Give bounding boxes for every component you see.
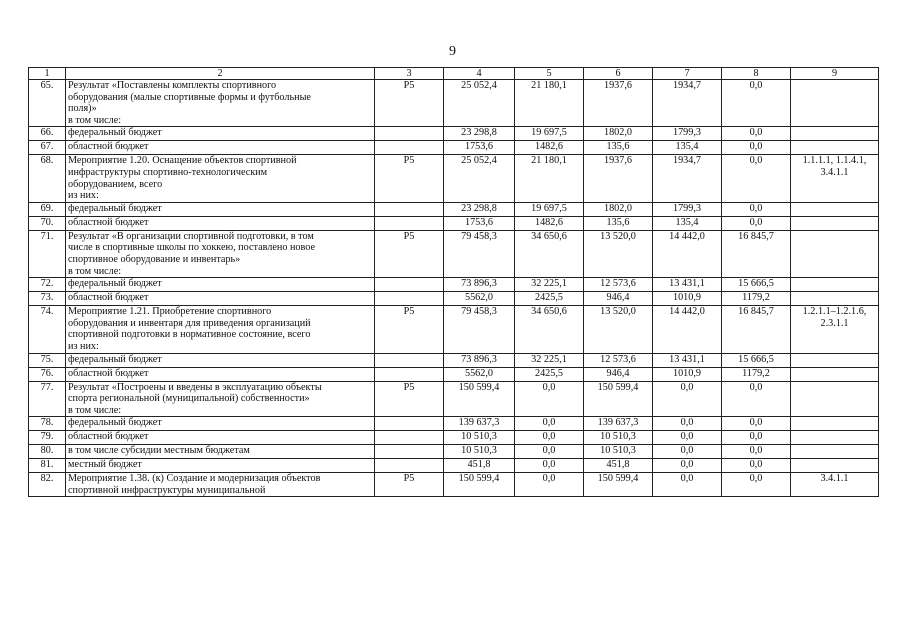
value-col-7: 1010,9 <box>653 292 722 306</box>
row-number: 71. <box>29 230 66 277</box>
row-reference <box>791 141 879 155</box>
row-reference <box>791 216 879 230</box>
value-col-4: 23 298,8 <box>444 202 515 216</box>
value-col-4: 150 599,4 <box>444 473 515 497</box>
value-col-5: 21 180,1 <box>515 80 584 127</box>
value-col-4: 5562,0 <box>444 292 515 306</box>
value-col-7: 0,0 <box>653 381 722 417</box>
table-row <box>29 216 879 230</box>
value-col-6: 1802,0 <box>584 202 653 216</box>
value-col-7: 135,4 <box>653 216 722 230</box>
row-reference <box>791 202 879 216</box>
value-col-4: 73 896,3 <box>444 353 515 367</box>
value-col-5: 19 697,5 <box>515 127 584 141</box>
value-col-7: 1010,9 <box>653 367 722 381</box>
row-description: Результат «Построены и введены в эксплуатацию объекты спорта региональной (муниципальной) собственности» в том числе: <box>66 381 375 417</box>
row-description: Результат «Поставлены комплекты спортивного оборудования (малые спортивные формы и футбольные поля)» в том числе: <box>66 80 375 127</box>
value-col-5: 0,0 <box>515 431 584 445</box>
value-col-8: 1179,2 <box>722 292 791 306</box>
row-description: федеральный бюджет <box>66 353 375 367</box>
value-col-5: 0,0 <box>515 417 584 431</box>
row-number: 76. <box>29 367 66 381</box>
value-col-5: 2425,5 <box>515 292 584 306</box>
value-col-4: 1753,6 <box>444 216 515 230</box>
table-row <box>29 202 879 216</box>
row-code <box>375 367 444 381</box>
value-col-7: 13 431,1 <box>653 278 722 292</box>
row-code <box>375 445 444 459</box>
row-code <box>375 127 444 141</box>
row-description: Мероприятие 1.20. Оснащение объектов спортивной инфраструктуры спортивно-технологическим оборудованием, всего из них: <box>66 155 375 202</box>
value-col-8: 0,0 <box>722 155 791 202</box>
value-col-6: 150 599,4 <box>584 381 653 417</box>
value-col-4: 23 298,8 <box>444 127 515 141</box>
row-number: 70. <box>29 216 66 230</box>
row-number: 65. <box>29 80 66 127</box>
value-col-6: 946,4 <box>584 367 653 381</box>
table-row <box>29 473 879 497</box>
value-col-4: 1753,6 <box>444 141 515 155</box>
value-col-5: 2425,5 <box>515 367 584 381</box>
value-col-4: 150 599,4 <box>444 381 515 417</box>
row-number: 82. <box>29 473 66 497</box>
value-col-4: 10 510,3 <box>444 445 515 459</box>
row-description: федеральный бюджет <box>66 127 375 141</box>
row-reference: 1.2.1.1–1.2.1.6, 2.3.1.1 <box>791 306 879 353</box>
table-body <box>29 80 879 497</box>
value-col-8: 0,0 <box>722 202 791 216</box>
value-col-4: 25 052,4 <box>444 155 515 202</box>
row-reference <box>791 127 879 141</box>
value-col-5: 1482,6 <box>515 141 584 155</box>
table-row <box>29 127 879 141</box>
row-code <box>375 216 444 230</box>
value-col-8: 15 666,5 <box>722 278 791 292</box>
row-number: 66. <box>29 127 66 141</box>
value-col-8: 0,0 <box>722 381 791 417</box>
row-description: федеральный бюджет <box>66 202 375 216</box>
table-row <box>29 155 879 202</box>
value-col-8: 0,0 <box>722 473 791 497</box>
page-number: 9 <box>449 44 456 59</box>
row-code: Р5 <box>375 80 444 127</box>
table-row <box>29 141 879 155</box>
table-row <box>29 417 879 431</box>
value-col-5: 21 180,1 <box>515 155 584 202</box>
row-number: 78. <box>29 417 66 431</box>
value-col-7: 0,0 <box>653 459 722 473</box>
header-row <box>29 68 879 80</box>
row-number: 67. <box>29 141 66 155</box>
row-description: областной бюджет <box>66 292 375 306</box>
row-code <box>375 292 444 306</box>
row-code <box>375 431 444 445</box>
value-col-6: 150 599,4 <box>584 473 653 497</box>
column-header: 5 <box>515 68 584 80</box>
row-code: Р5 <box>375 155 444 202</box>
column-header: 2 <box>66 68 375 80</box>
value-col-7: 0,0 <box>653 473 722 497</box>
value-col-7: 13 431,1 <box>653 353 722 367</box>
value-col-6: 12 573,6 <box>584 353 653 367</box>
row-code <box>375 202 444 216</box>
value-col-7: 0,0 <box>653 417 722 431</box>
budget-table <box>28 67 879 497</box>
row-code: Р5 <box>375 381 444 417</box>
row-reference: 3.4.1.1 <box>791 473 879 497</box>
row-code: Р5 <box>375 473 444 497</box>
value-col-8: 0,0 <box>722 80 791 127</box>
value-col-4: 73 896,3 <box>444 278 515 292</box>
value-col-5: 1482,6 <box>515 216 584 230</box>
value-col-6: 13 520,0 <box>584 230 653 277</box>
row-description: местный бюджет <box>66 459 375 473</box>
value-col-6: 135,6 <box>584 216 653 230</box>
column-header: 1 <box>29 68 66 80</box>
value-col-6: 1802,0 <box>584 127 653 141</box>
value-col-6: 1937,6 <box>584 80 653 127</box>
column-header: 9 <box>791 68 879 80</box>
value-col-4: 451,8 <box>444 459 515 473</box>
row-description: федеральный бюджет <box>66 278 375 292</box>
table-row <box>29 306 879 353</box>
value-col-4: 139 637,3 <box>444 417 515 431</box>
table-row <box>29 278 879 292</box>
table-row <box>29 459 879 473</box>
row-number: 75. <box>29 353 66 367</box>
table-row <box>29 445 879 459</box>
row-code <box>375 141 444 155</box>
value-col-8: 0,0 <box>722 445 791 459</box>
row-code: Р5 <box>375 306 444 353</box>
row-number: 80. <box>29 445 66 459</box>
value-col-8: 0,0 <box>722 216 791 230</box>
row-description: областной бюджет <box>66 216 375 230</box>
value-col-8: 1179,2 <box>722 367 791 381</box>
column-header: 3 <box>375 68 444 80</box>
value-col-5: 34 650,6 <box>515 306 584 353</box>
value-col-4: 10 510,3 <box>444 431 515 445</box>
value-col-8: 0,0 <box>722 431 791 445</box>
value-col-6: 10 510,3 <box>584 431 653 445</box>
column-header: 7 <box>653 68 722 80</box>
row-code <box>375 278 444 292</box>
row-reference <box>791 230 879 277</box>
row-reference <box>791 417 879 431</box>
value-col-4: 79 458,3 <box>444 306 515 353</box>
row-number: 69. <box>29 202 66 216</box>
row-code <box>375 417 444 431</box>
row-description: Результат «В организации спортивной подготовки, в том числе в спортивные школы по хоккею, поставлено новое спортивное оборудование и инвентарь» в том числе: <box>66 230 375 277</box>
row-number: 72. <box>29 278 66 292</box>
value-col-8: 0,0 <box>722 127 791 141</box>
value-col-5: 0,0 <box>515 445 584 459</box>
value-col-6: 10 510,3 <box>584 445 653 459</box>
value-col-7: 14 442,0 <box>653 306 722 353</box>
row-code <box>375 459 444 473</box>
table-row <box>29 80 879 127</box>
row-reference <box>791 381 879 417</box>
row-number: 73. <box>29 292 66 306</box>
row-reference <box>791 431 879 445</box>
row-number: 68. <box>29 155 66 202</box>
table-row <box>29 353 879 367</box>
value-col-5: 0,0 <box>515 473 584 497</box>
table-row <box>29 230 879 277</box>
row-description: Мероприятие 1.38. (к) Создание и модернизация объектов спортивной инфраструктуры муниципальной <box>66 473 375 497</box>
value-col-7: 1934,7 <box>653 80 722 127</box>
value-col-6: 451,8 <box>584 459 653 473</box>
value-col-4: 25 052,4 <box>444 80 515 127</box>
value-col-5: 32 225,1 <box>515 353 584 367</box>
value-col-8: 0,0 <box>722 459 791 473</box>
row-reference <box>791 367 879 381</box>
value-col-4: 79 458,3 <box>444 230 515 277</box>
row-reference <box>791 353 879 367</box>
value-col-8: 0,0 <box>722 141 791 155</box>
value-col-7: 0,0 <box>653 445 722 459</box>
value-col-8: 15 666,5 <box>722 353 791 367</box>
row-code: Р5 <box>375 230 444 277</box>
value-col-5: 19 697,5 <box>515 202 584 216</box>
row-reference: 1.1.1.1, 1.1.4.1, 3.4.1.1 <box>791 155 879 202</box>
value-col-7: 1799,3 <box>653 127 722 141</box>
table-row <box>29 381 879 417</box>
value-col-5: 32 225,1 <box>515 278 584 292</box>
value-col-6: 135,6 <box>584 141 653 155</box>
value-col-6: 946,4 <box>584 292 653 306</box>
value-col-5: 0,0 <box>515 459 584 473</box>
row-description: областной бюджет <box>66 367 375 381</box>
value-col-4: 5562,0 <box>444 367 515 381</box>
value-col-8: 0,0 <box>722 417 791 431</box>
row-reference <box>791 292 879 306</box>
row-reference <box>791 445 879 459</box>
column-header: 4 <box>444 68 515 80</box>
value-col-8: 16 845,7 <box>722 230 791 277</box>
row-description: в том числе субсидии местным бюджетам <box>66 445 375 459</box>
row-reference <box>791 459 879 473</box>
value-col-6: 13 520,0 <box>584 306 653 353</box>
value-col-6: 12 573,6 <box>584 278 653 292</box>
value-col-7: 0,0 <box>653 431 722 445</box>
value-col-5: 34 650,6 <box>515 230 584 277</box>
row-description: федеральный бюджет <box>66 417 375 431</box>
value-col-6: 139 637,3 <box>584 417 653 431</box>
value-col-7: 14 442,0 <box>653 230 722 277</box>
table-row <box>29 367 879 381</box>
row-description: Мероприятие 1.21. Приобретение спортивного оборудования и инвентаря для приведения организаций спортивной подготовки в нормативное состояние, всего из них: <box>66 306 375 353</box>
row-number: 77. <box>29 381 66 417</box>
value-col-7: 135,4 <box>653 141 722 155</box>
value-col-6: 1937,6 <box>584 155 653 202</box>
value-col-5: 0,0 <box>515 381 584 417</box>
column-header: 8 <box>722 68 791 80</box>
row-number: 79. <box>29 431 66 445</box>
table-row <box>29 292 879 306</box>
row-code <box>375 353 444 367</box>
row-number: 81. <box>29 459 66 473</box>
row-reference <box>791 80 879 127</box>
value-col-7: 1799,3 <box>653 202 722 216</box>
row-number: 74. <box>29 306 66 353</box>
row-reference <box>791 278 879 292</box>
value-col-7: 1934,7 <box>653 155 722 202</box>
row-description: областной бюджет <box>66 431 375 445</box>
value-col-8: 16 845,7 <box>722 306 791 353</box>
row-description: областной бюджет <box>66 141 375 155</box>
table-row <box>29 431 879 445</box>
column-header: 6 <box>584 68 653 80</box>
